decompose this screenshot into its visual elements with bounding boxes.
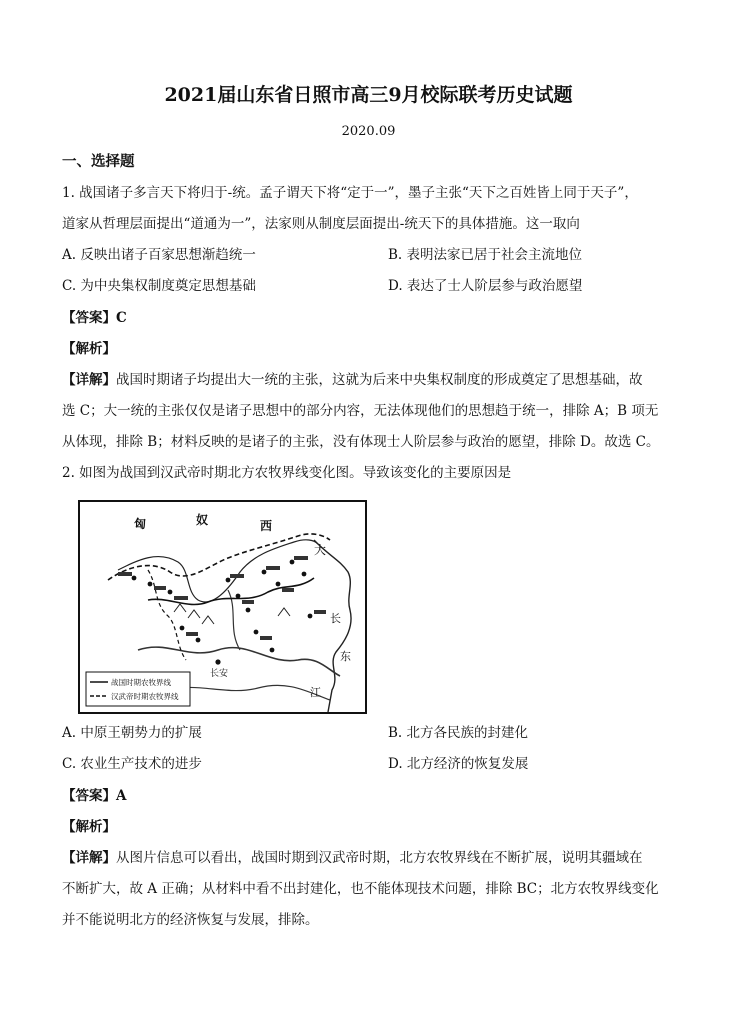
q2-option-d: D. 北方经济的恢复发展 <box>388 756 529 772</box>
q2-detail-text1: 从图片信息可以看出，战国时期到汉武帝时期，北方农牧界线在不断扩展，说明其疆域在 <box>116 850 643 866</box>
q2-option-b: B. 北方各民族的封建化 <box>388 725 529 741</box>
q1-answer: 【答案】C <box>62 310 127 326</box>
legend-han-wudi: 汉武帝时期农牧界线 <box>111 692 179 701</box>
map-label-xi: 西 <box>260 519 273 533</box>
map-city-changan: 长安 <box>210 669 229 679</box>
q2-detail-line3: 并不能说明北方的经济恢复与发展，排除。 <box>62 912 319 928</box>
q2-detail-line2: 不断扩大，故 A 正确；从材料中看不出封建化，也不能体现技术问题，排除 BC；北方农牧界线变化 <box>62 881 659 897</box>
map-label-jiang: 江 <box>310 686 321 699</box>
q2-answer: 【答案】A <box>62 788 127 804</box>
q2-detail-tag: 【详解】 <box>62 850 116 866</box>
exam-date: 2020.09 <box>341 124 396 139</box>
q1-option-b: B. 表明法家已居于社会主流地位 <box>388 247 583 263</box>
map-label-nu: 奴 <box>196 513 209 527</box>
q1-option-c: C. 为中央集权制度奠定思想基础 <box>62 278 256 294</box>
q1-option-a: A. 反映出诸子百家思想渐趋统一 <box>62 247 256 263</box>
q2-analysis-label: 【解析】 <box>62 819 116 835</box>
q2-option-c: C. 农业生产技术的进步 <box>62 756 202 772</box>
map-label-xiong: 匈 <box>134 517 147 531</box>
q1-detail-text1: 战国时期诸子均提出大一统的主张，这就为后来中央集权制度的形成奠定了思想基础，故 <box>116 372 643 388</box>
q1-detail-line2: 选 C；大一统的主张仅仅是诸子思想中的部分内容，无法体现他们的思想趋于统一，排除 A；B 项无 <box>62 403 659 419</box>
q1-analysis-label: 【解析】 <box>62 341 116 357</box>
q2-option-a: A. 中原王朝势力的扩展 <box>62 725 202 741</box>
map-label-da: 大 <box>314 543 327 557</box>
map-label-chang: 长 <box>330 612 341 625</box>
legend-warring-states: 战国时期农牧界线 <box>111 678 171 687</box>
q1-option-d: D. 表达了士人阶层参与政治愿望 <box>388 278 583 294</box>
q1-stem-line1: 1. 战国诸子多言天下将归于-统。孟子谓天下将“定于一”，墨子主张“天下之百姓皆上同于天子”， <box>62 185 638 201</box>
historical-map <box>78 500 367 714</box>
page-title: 2021届山东省日照市高三9月校际联考历史试题 <box>164 84 573 106</box>
q1-detail-line3: 从体现，排除 B；材料反映的是诸子的主张，没有体现士人阶层参与政治的愿望，排除 D。故选 C。 <box>62 434 660 450</box>
section-heading: 一、选择题 <box>62 153 135 170</box>
q2-detail-line1 <box>62 849 643 867</box>
q2-stem: 2. 如图为战国到汉武帝时期北方农牧界线变化图。导致该变化的主要原因是 <box>62 465 512 481</box>
q1-detail-line1 <box>62 371 643 389</box>
map-label-dong: 东 <box>340 650 351 663</box>
q1-detail-tag: 【详解】 <box>62 372 116 388</box>
q1-stem-line2: 道家从哲理层面提出“道通为一”，法家则从制度层面提出-统天下的具体措施。这一取向 <box>62 216 580 232</box>
